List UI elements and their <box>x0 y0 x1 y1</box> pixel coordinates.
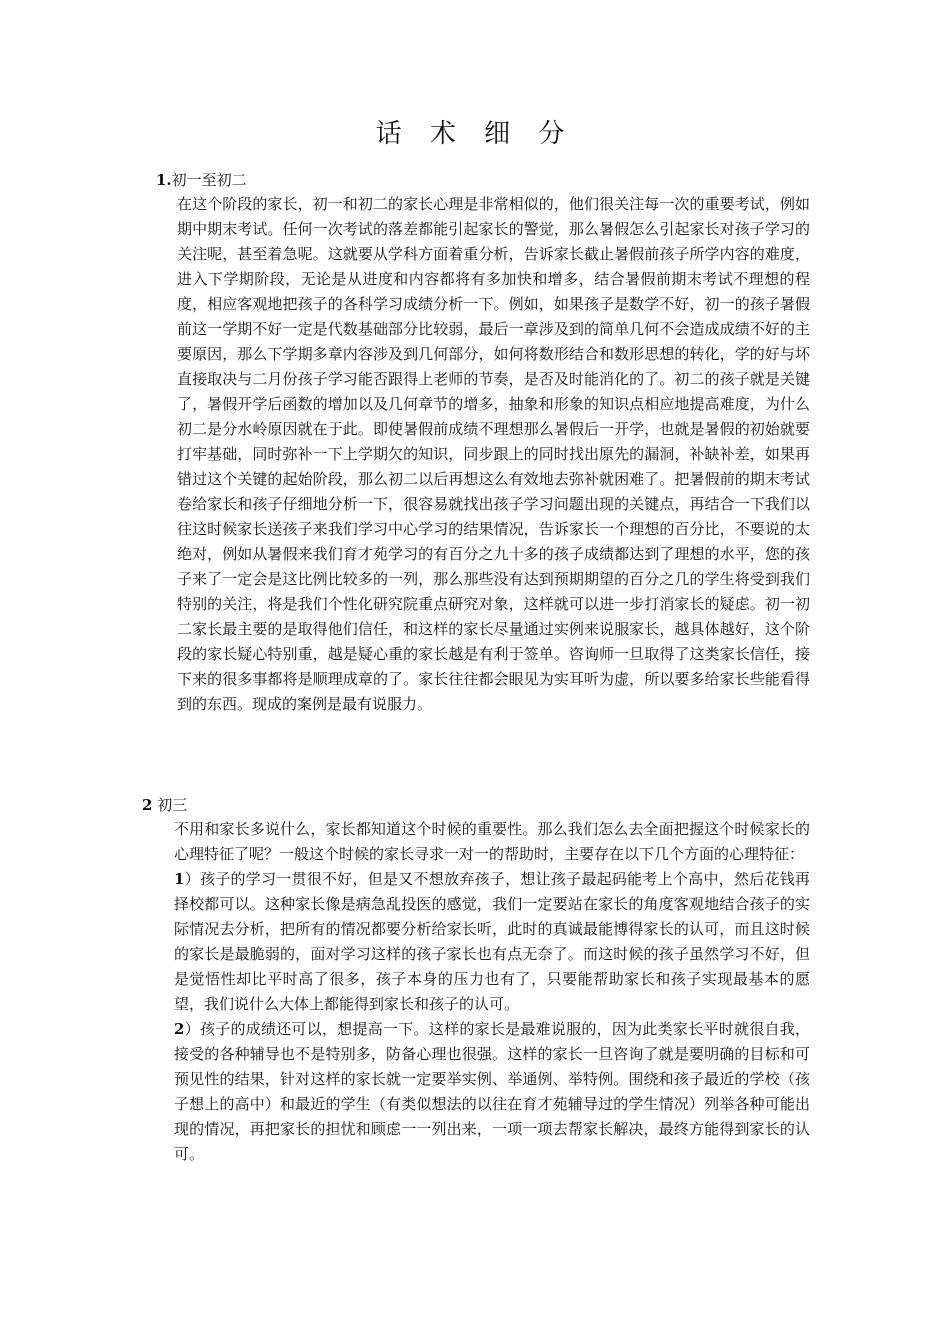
list-item <box>174 867 810 1017</box>
section-intro: 不用和家长多说什么，家长都知道这个时候的重要性。那么我们怎么去全面把握这个时候家长的心理特征了呢？一般这个时候的家长寻求一对一的帮助时，主要存在以下几个方面的心理特征： <box>174 820 810 863</box>
section-heading <box>142 793 812 817</box>
list-item-number: 2 <box>174 1020 185 1038</box>
section-title: 初三 <box>157 796 188 814</box>
section-grade-9 <box>142 793 812 1167</box>
list-item-number: 1 <box>174 870 185 888</box>
section-grade-7-8 <box>156 168 812 717</box>
section-paragraph: 在这个阶段的家长，初一和初二的家长心理是非常相似的，他们很关注每一次的重要考试，例如期中期末考试。任何一次考试的落差都能引起家长的警觉，那么暑假怎么引起家长对孩子学习的关注呢，甚至着急呢。这就要从学科方面着重分析，告诉家长截止暑假前孩子所学内容的难度，进入下学期阶段，无论是从进度和内容都将有多加快和增多，结合暑假前期末考试不理想的程度，相应客观地把孩子的各科学习成绩分析一下。例如，如果孩子是数学不好，初一的孩子暑假前这一学期不好一定是代数基础部分比较弱，最后一章涉及到的简单几何不会造成成绩不好的主要原因，那么下学期多章内容涉及到几何部分，如何将数形结合和数形思想的转化，学的好与坏直接取决与二月份孩子学习能否跟得上老师的节奏，是否及时能消化的了。初二的孩子就是关键了，暑假开学后函数的增加以及几何章节的增多，抽象和形象的知识点相应地提高难度，为什么初二是分水岭原因就在于此。即使暑假前成绩不理想那么暑假后一开学，也就是暑假的初始就要打牢基础，同时弥补一下上学期欠的知识，同步跟上的同时找出原先的漏洞，补缺补差，如果再错过这个关键的起始阶段，那么初二以后再想这么有效地去弥补就困难了。把暑假前的期末考试卷给家长和孩子仔细地分析一下，很容易就找出孩子学习问题出现的关键点，再结合一下我们以往这时候家长送孩子来我们学习中心学习的结果情况，告诉家长一个理想的百分比，不要说的太绝对，例如从暑假来我们育才苑学习的有百分之九十多的孩子成绩都达到了理想的水平，您的孩子来了一定会是这比例比较多的一列，那么那些没有达到预期期望的百分之几的学生将受到我们特别的关注，将是我们个性化研究院重点研究对象，这样就可以进一步打消家长的疑虑。初一初二家长最主要的是取得他们信任，和这样的家长尽量通过实例来说服家长，越具体越好，这个阶段的家长疑心特别重，越是疑心重的家长越是有利于签单。咨询师一旦取得了这类家长信任，接下来的很多事都将是顺理成章的了。家长往往都会眼见为实耳听为虚，所以要多给家长些能看得到的东西。现成的案例是最有说服力。 <box>177 195 810 713</box>
list-item-text: ）孩子的学习一贯很不好，但是又不想放弃孩子，想让孩子最起码能考上个高中，然后花钱再择校都可以。这种家长像是病急乱投医的感觉，我们一定要站在家长的角度客观地结合孩子的实际情况去分析，把所有的情况都要分析给家长听，此时的真诚最能博得家长的认可，而且这时候的家长是最脆弱的，面对学习这样的孩子家长也有点无奈了。而这时候的孩子虽然学习不好，但是觉悟性却比平时高了很多，孩子本身的压力也有了，只要能帮助家长和孩子实现最基本的愿望，我们说什么大体上都能得到家长和孩子的认可。 <box>174 870 810 1013</box>
section-number: 1. <box>156 171 172 189</box>
page-title: 话 术 细 分 <box>375 119 575 149</box>
list-item-text: ）孩子的成绩还可以，想提高一下。这样的家长是最难说服的，因为此类家长平时就很自我，接受的各种辅导也不是特别多，防备心理也很强。这样的家长一旦咨询了就是要明确的目标和可预见性的结果，针对这样的家长就一定要举实例、举通例、举特例。围绕和孩子最近的学校（孩子想上的高中）和最近的学生（有类似想法的以往在育才苑辅导过的学生情况）列举各种可能出现的情况，再把家长的担忧和顾虑一一列出来，一项一项去帮家长解决，最终方能得到家长的认可。 <box>174 1020 810 1163</box>
section-number: 2 <box>142 796 153 814</box>
list-item <box>174 1017 810 1167</box>
section-heading <box>156 168 812 192</box>
section-title: 初一至初二 <box>171 171 247 189</box>
